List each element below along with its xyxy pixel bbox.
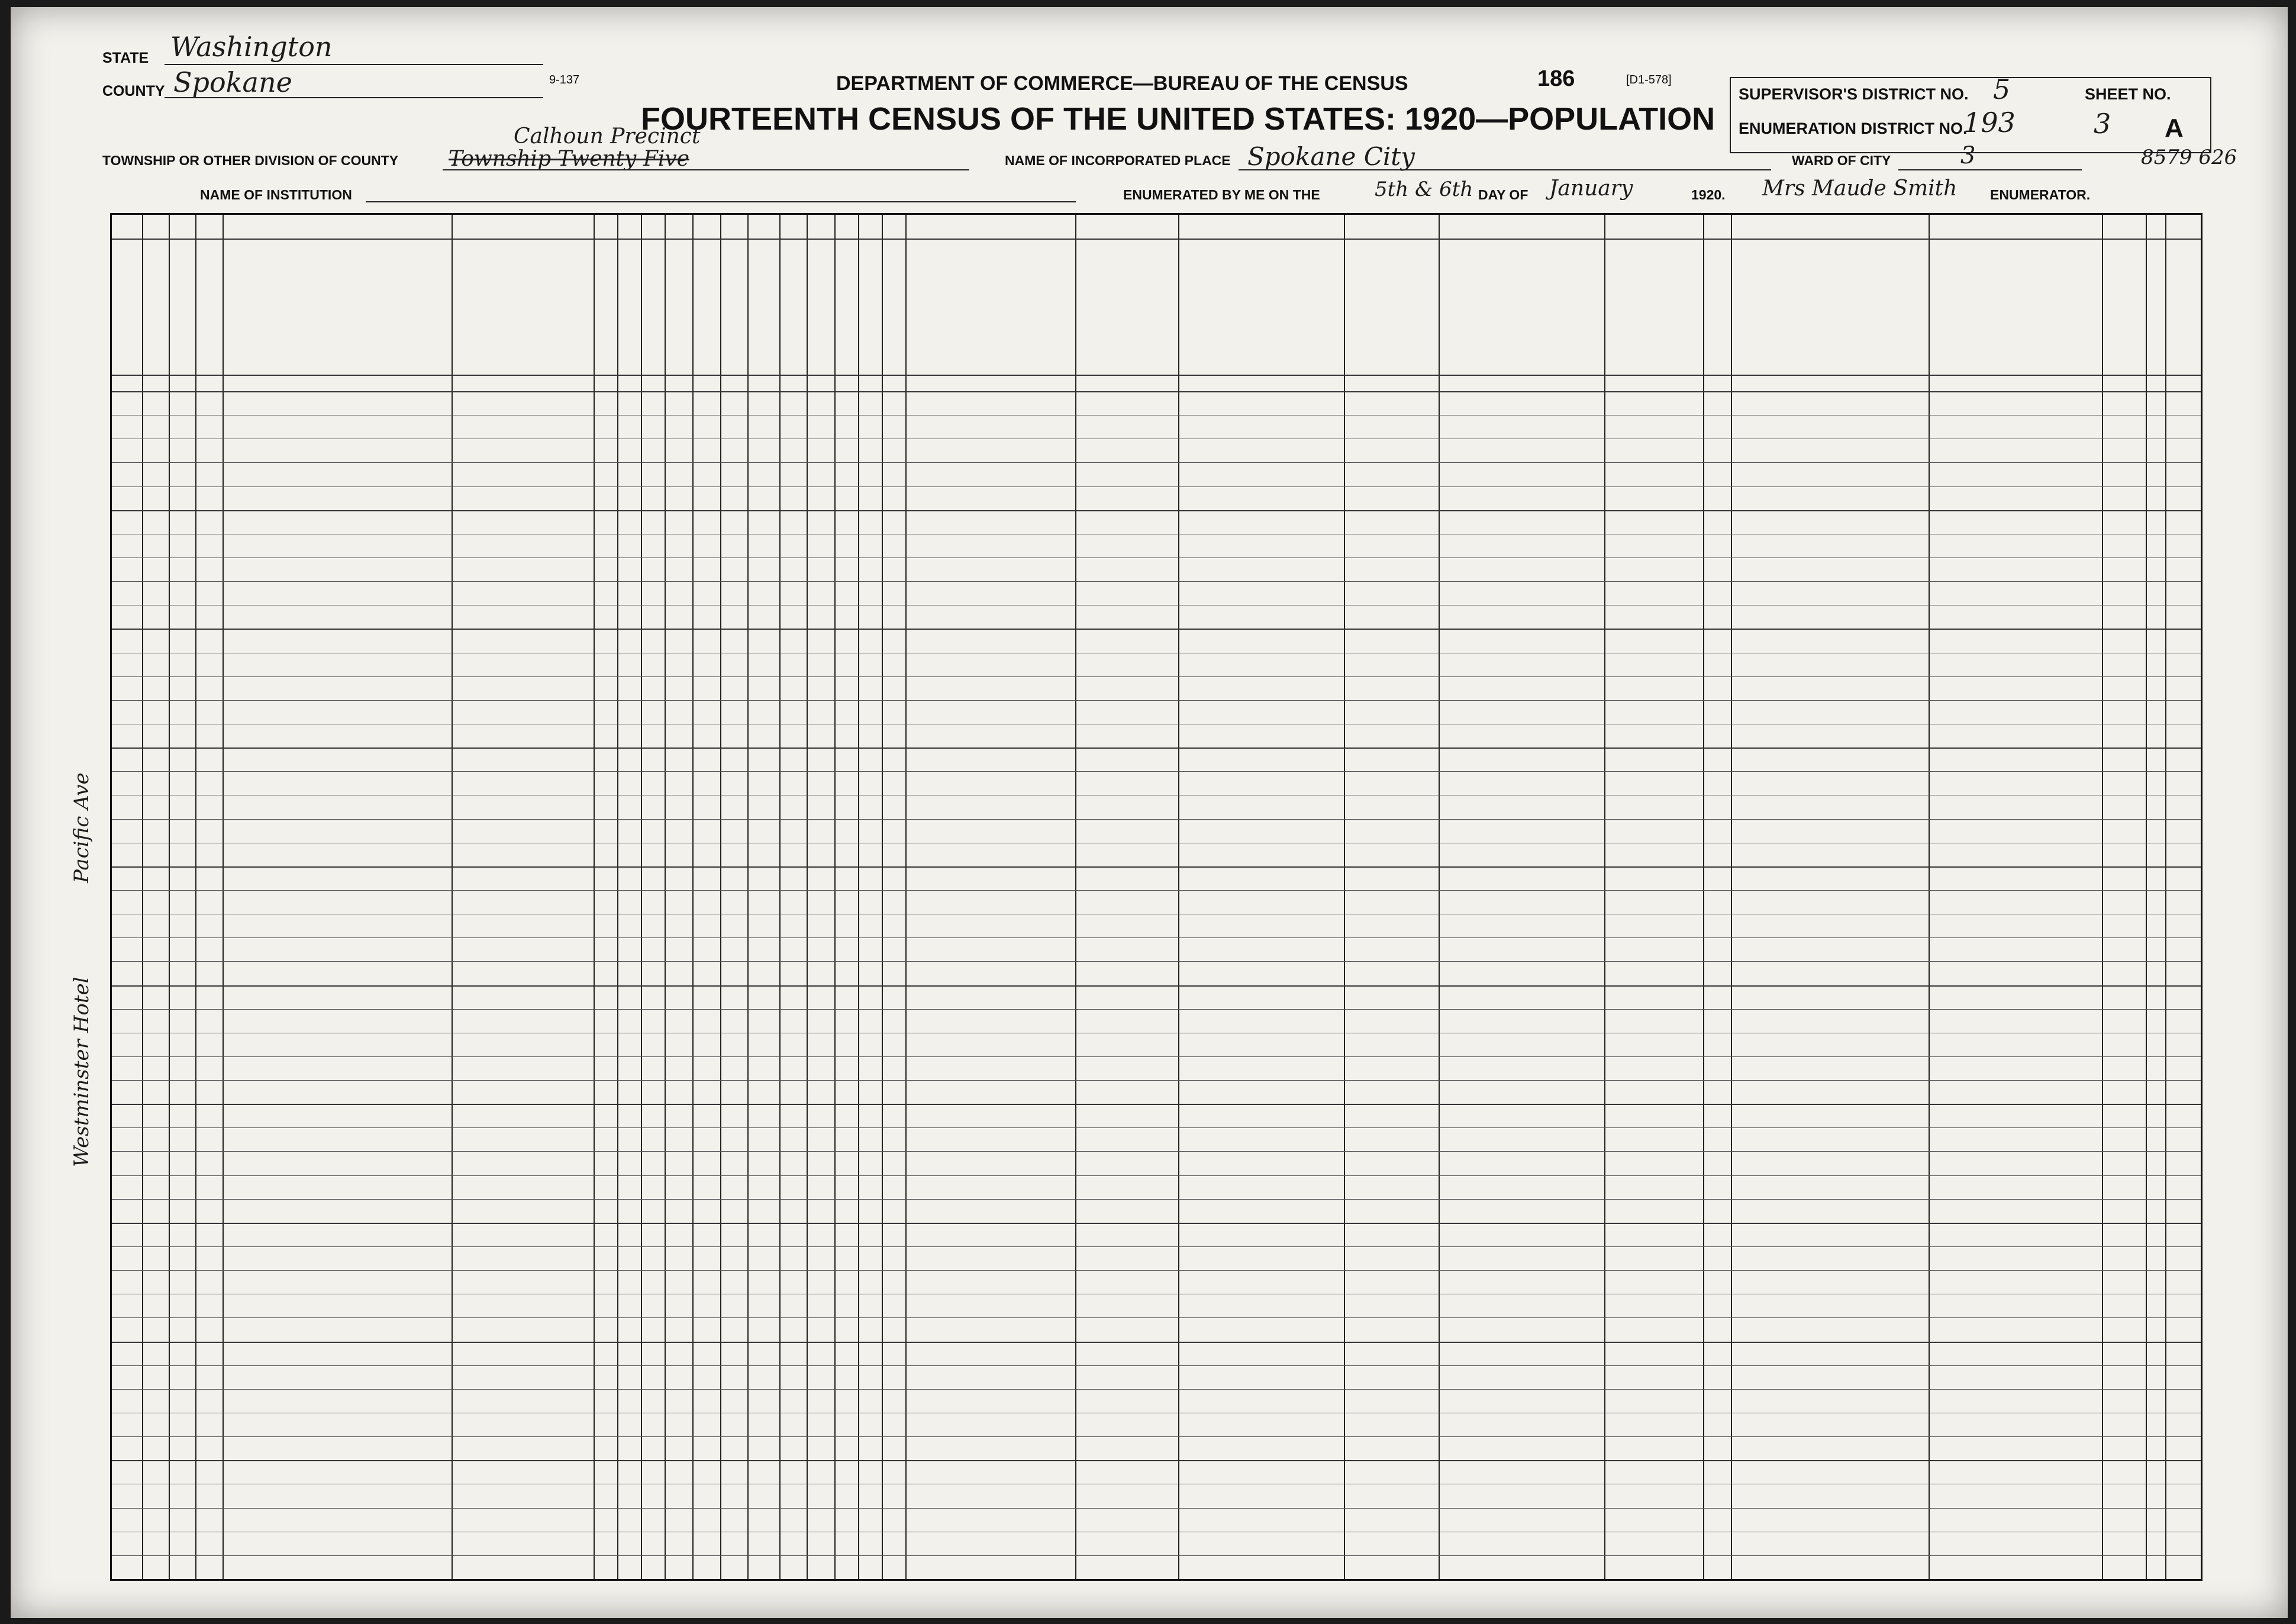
column-divider <box>452 215 453 1579</box>
state-value: Washington <box>170 31 333 63</box>
column-divider <box>641 215 642 1579</box>
column-divider <box>195 215 196 1579</box>
row-divider <box>112 700 2201 701</box>
row-group-divider <box>112 747 2201 749</box>
precinct-value: Calhoun Precinct <box>514 124 701 149</box>
census-title: FOURTEENTH CENSUS OF THE UNITED STATES: 1920—POPULATION <box>641 101 1715 137</box>
column-header-27 <box>1930 310 2101 369</box>
column-header-13 <box>749 250 778 369</box>
row-divider <box>112 1009 2201 1010</box>
row-group-divider <box>112 1460 2201 1461</box>
row-divider <box>112 1365 2201 1366</box>
sheet-label: SHEET NO. <box>2085 85 2171 103</box>
place-underline <box>1239 169 1771 170</box>
row-divider <box>112 961 2201 962</box>
row-divider <box>112 1436 2201 1437</box>
enumerator-name: Mrs Maude Smith <box>1762 176 1958 201</box>
column-divider <box>779 215 781 1579</box>
row-divider <box>112 1508 2201 1509</box>
column-header-10 <box>666 250 691 369</box>
column-divider <box>807 215 808 1579</box>
column-header-18 <box>883 250 904 369</box>
row-divider <box>112 937 2201 938</box>
column-divider <box>858 215 859 1579</box>
sheet-side: A <box>2165 114 2184 143</box>
column-divider <box>1929 215 1930 1579</box>
institution-label: NAME OF INSTITUTION <box>200 187 352 202</box>
column-divider <box>692 215 694 1579</box>
column-divider <box>1178 215 1179 1579</box>
column-divider <box>2102 215 2103 1579</box>
place-label: NAME OF INCORPORATED PLACE <box>1005 153 1231 168</box>
column-header-28 <box>2103 310 2145 369</box>
column-header-29 <box>2147 250 2164 369</box>
column-divider <box>665 215 666 1579</box>
column-divider <box>617 215 618 1579</box>
column-divider <box>1439 215 1440 1579</box>
column-divider <box>2146 215 2147 1579</box>
institution-underline <box>366 201 1076 202</box>
row-divider <box>112 1127 2201 1128</box>
column-divider <box>1604 215 1605 1579</box>
street-name-2: Westminster Hotel <box>70 977 93 1167</box>
column-header-12 <box>721 250 746 369</box>
county-value: Spokane <box>173 66 292 98</box>
column-divider <box>1344 215 1345 1579</box>
row-group-divider <box>112 1223 2201 1224</box>
column-divider <box>720 215 721 1579</box>
ward-underline <box>1898 169 2082 170</box>
row-divider <box>112 1056 2201 1057</box>
row-divider <box>112 1151 2201 1152</box>
county-underline <box>165 97 543 98</box>
enum-district-label: ENUMERATION DISTRICT NO. <box>1739 120 1968 137</box>
row-divider <box>112 1199 2201 1200</box>
row-divider <box>112 581 2201 582</box>
column-divider <box>1075 215 1076 1579</box>
row-group-divider <box>112 629 2201 630</box>
supervisor-label: SUPERVISOR'S DISTRICT NO. <box>1739 85 1969 103</box>
ward-label: WARD OF CITY <box>1792 153 1891 168</box>
column-divider <box>1703 215 1704 1579</box>
ward-value: 3 <box>1960 142 1976 169</box>
county-label: COUNTY <box>102 83 165 99</box>
corner-marks: 8579 626 <box>2141 146 2237 169</box>
column-number-line <box>112 391 2201 392</box>
enum-district-value: 193 <box>1963 107 2016 138</box>
row-divider <box>112 1317 2201 1318</box>
supervisor-value: 5 <box>1993 73 2011 105</box>
day-of-label: DAY OF <box>1478 187 1528 202</box>
column-divider <box>834 215 836 1579</box>
row-divider <box>112 462 2201 463</box>
column-header-3 <box>170 250 194 369</box>
column-divider <box>747 215 749 1579</box>
column-header-line <box>112 375 2201 376</box>
column-divider <box>1731 215 1732 1579</box>
column-header-5 <box>224 310 450 369</box>
column-header-24 <box>1605 310 1702 369</box>
township-value: Township Twenty Five <box>449 147 689 171</box>
column-header-1 <box>113 250 141 369</box>
state-label: STATE <box>102 50 149 66</box>
form-number: 9-137 <box>549 73 580 86</box>
form-code: [D1-578] <box>1626 73 1672 86</box>
column-divider <box>142 215 143 1579</box>
street-name-1: Pacific Ave <box>70 772 93 883</box>
township-underline <box>443 169 969 170</box>
column-header-14 <box>781 250 805 369</box>
column-header-23 <box>1440 310 1603 369</box>
state-underline <box>165 64 543 65</box>
column-header-7 <box>595 250 616 369</box>
column-divider <box>594 215 595 1579</box>
census-sheet <box>11 7 2288 1618</box>
column-header-20 <box>1076 310 1177 369</box>
column-divider <box>905 215 907 1579</box>
column-header-9 <box>642 250 663 369</box>
row-divider <box>112 1175 2201 1176</box>
column-header-19 <box>907 310 1074 369</box>
row-group-divider <box>112 866 2201 868</box>
column-header-2 <box>143 250 167 369</box>
column-header-16 <box>836 250 857 369</box>
year-label: 1920. <box>1691 187 1726 202</box>
enumerated-label: ENUMERATED BY ME ON THE <box>1123 187 1320 202</box>
census-table <box>110 213 2203 1581</box>
row-divider <box>112 1270 2201 1271</box>
row-divider <box>112 1555 2201 1556</box>
column-divider <box>2165 215 2166 1579</box>
column-header-4 <box>196 250 221 369</box>
township-label: TOWNSHIP OR OTHER DIVISION OF COUNTY <box>102 153 399 168</box>
enumerated-day: 5th & 6th <box>1375 178 1473 201</box>
column-header-8 <box>618 250 640 369</box>
row-group-divider <box>112 510 2201 511</box>
enumerated-month: January <box>1549 176 1633 201</box>
row-divider <box>112 890 2201 891</box>
column-header-11 <box>694 250 719 369</box>
column-header-22 <box>1345 310 1437 369</box>
row-divider <box>112 1080 2201 1081</box>
row-divider <box>112 819 2201 820</box>
column-header-26 <box>1732 310 1927 369</box>
row-group-divider <box>112 1342 2201 1343</box>
column-divider <box>222 215 224 1579</box>
sheet-value: 3 <box>2094 108 2111 140</box>
row-divider <box>112 1389 2201 1390</box>
column-divider <box>169 215 170 1579</box>
column-header-21 <box>1179 310 1343 369</box>
enumerator-label: ENUMERATOR. <box>1990 187 2091 202</box>
column-header-17 <box>859 250 881 369</box>
column-header-6 <box>453 310 592 369</box>
row-divider <box>112 1246 2201 1247</box>
row-group-divider <box>112 1104 2201 1105</box>
column-divider <box>882 215 883 1579</box>
row-divider <box>112 486 2201 487</box>
place-value: Spokane City <box>1247 142 1415 171</box>
column-header-25 <box>1704 250 1730 369</box>
column-header-15 <box>808 250 833 369</box>
row-divider <box>112 676 2201 677</box>
department-title: DEPARTMENT OF COMMERCE—BUREAU OF THE CENSUS <box>836 72 1408 95</box>
group-header-line <box>112 239 2201 240</box>
row-group-divider <box>112 985 2201 987</box>
row-divider <box>112 771 2201 772</box>
stamp-number: 186 <box>1537 66 1575 91</box>
